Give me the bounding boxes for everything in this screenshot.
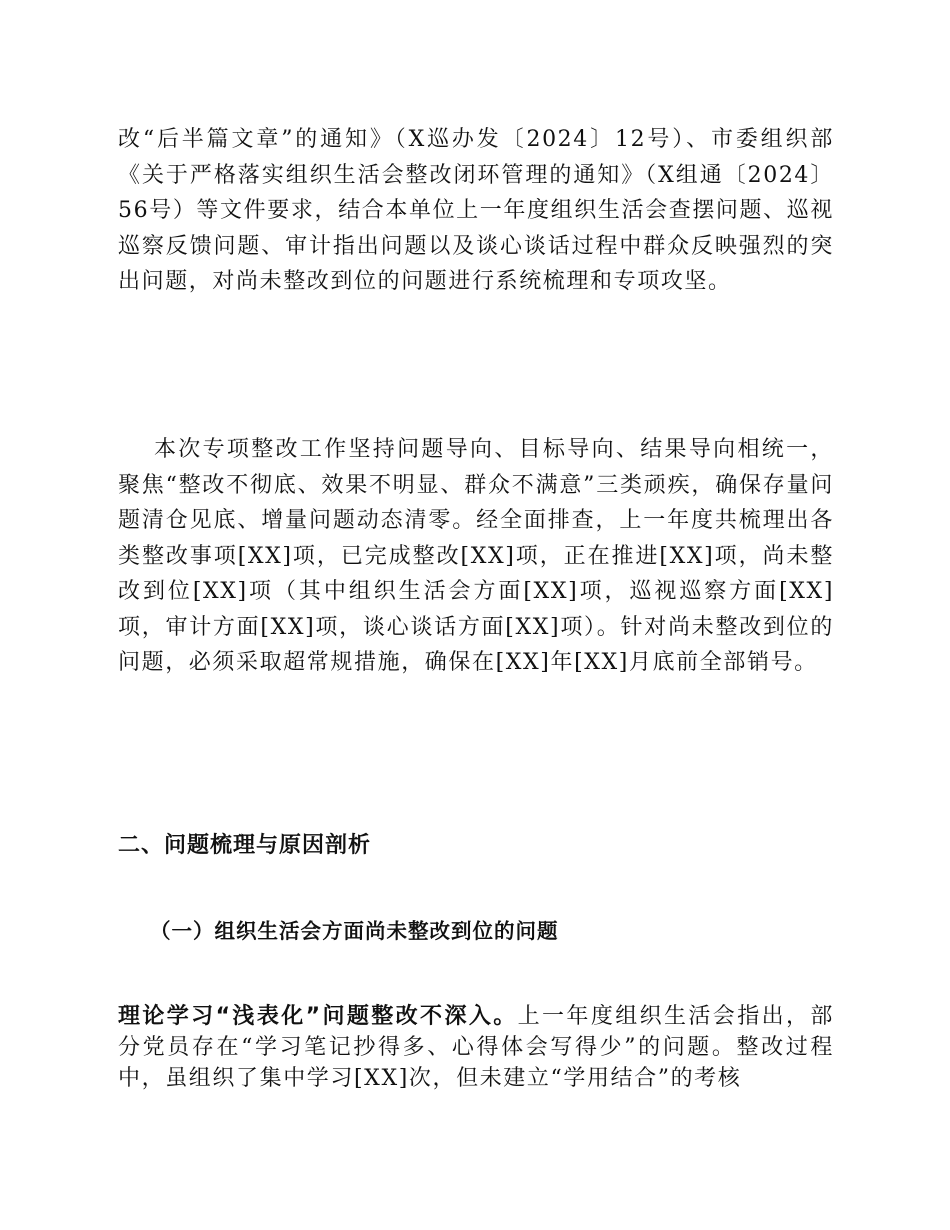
item-paragraph <box>118 1001 834 1094</box>
body-paragraph-1: 改“后半篇文章”的通知》（X巡办发〔2024〕12号）、市委组织部《关于严格落实组织生活会整改闭环管理的通知》（X组通〔2024〕56号）等文件要求，结合本单位上一年度组织生活会查摆问题、巡视巡察反馈问题、审计指出问题以及谈心谈话过程中群众反映强烈的突出问题，对尚未整改到位的问题进行系统梳理和专项攻坚。 <box>118 127 834 294</box>
item-body-text: 上一年度组织生活会指出，部分党员存在“学习笔记抄得多、心得体会写得少”的问题。整改过程中，虽组织了集中学习[XX]次，但未建立“学用结合”的考核 <box>118 1004 834 1091</box>
item-lead-sentence: 理论学习“浅表化”问题整改不深入。 <box>118 1004 518 1029</box>
body-paragraph-2: 本次专项整改工作坚持问题导向、目标导向、结果导向相统一，聚焦“整改不彻底、效果不明显、群众不满意”三类顽疾，确保存量问题清仓见底、增量问题动态清零。经全面排查，上一年度共梳理出各类整改事项[XX]项，已完成整改[XX]项，正在推进[XX]项，尚未整改到位[XX]项（其中组织生活会方面[XX]项，巡视巡察方面[XX]项，审计方面[XX]项，谈心谈话方面[XX]项）。针对尚未整改到位的问题，必须采取超常规措施，确保在[XX]年[XX]月底前全部销号。 <box>118 437 834 675</box>
section-heading: 二、问题梳理与原因剖析 <box>118 833 372 858</box>
subsection-heading: （一）组织生活会方面尚未整改到位的问题 <box>150 919 559 943</box>
